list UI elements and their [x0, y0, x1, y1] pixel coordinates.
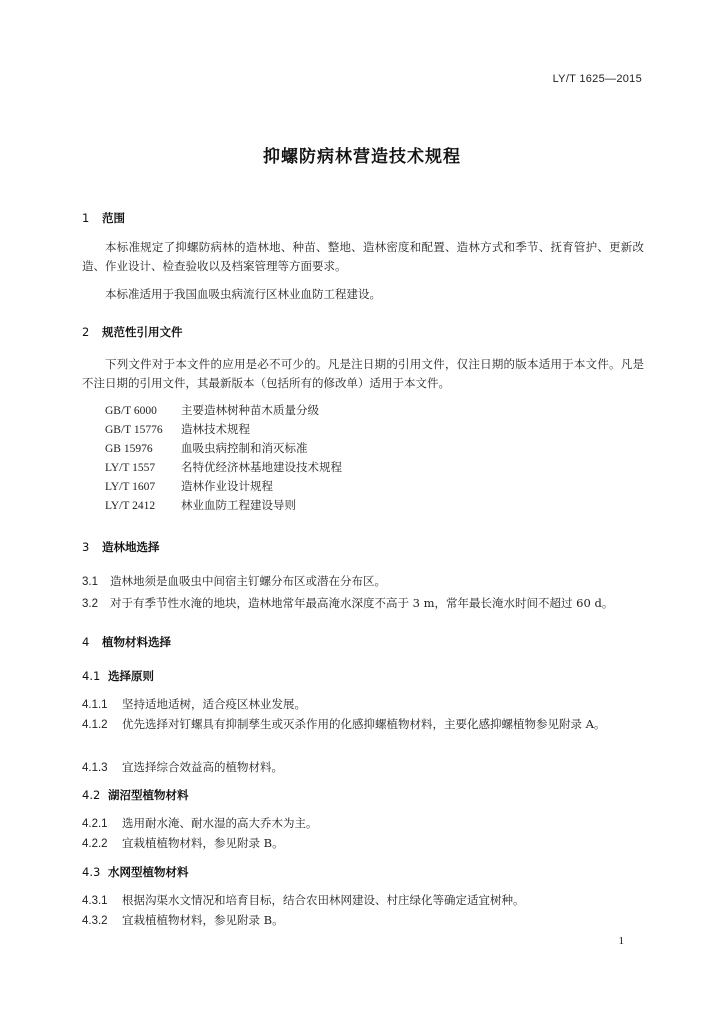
- subsection-4-2-heading: [82, 787, 189, 803]
- clause-4-2-2: [82, 833, 644, 854]
- clause-text: 选用耐水淹、耐水湿的高大乔木为主。: [122, 816, 318, 830]
- reference-title: 林业血防工程建设导则: [181, 498, 296, 512]
- clause-number: 4.2.2: [82, 838, 108, 850]
- clause-3-1: [82, 571, 644, 592]
- subsection-number: 4.2: [82, 788, 101, 802]
- section-title: 规范性引用文件: [102, 325, 183, 339]
- clause-number: 4.1.3: [82, 762, 108, 774]
- subsection-title: 湖沼型植物材料: [108, 788, 189, 802]
- section-1-heading: [82, 210, 125, 226]
- subsection-number: 4.3: [82, 865, 101, 879]
- clause-4-3-2: [82, 910, 644, 931]
- reference-title: 血吸虫病控制和消灭标准: [181, 441, 308, 455]
- reference-title: 造林技术规程: [181, 422, 250, 436]
- clause-number: 4.3.2: [82, 915, 108, 927]
- normative-reference: [105, 440, 308, 456]
- section-number: 1: [82, 211, 90, 225]
- reference-title: 主要造林树种苗木质量分级: [181, 403, 319, 417]
- reference-title: 造林作业设计规程: [181, 479, 273, 493]
- section-title: 范围: [102, 211, 125, 225]
- subsection-4-3-heading: [82, 864, 189, 880]
- clause-number: 3.1: [82, 576, 98, 588]
- clause-text: 对于有季节性水淹的地块，造林地常年最高淹水深度不高于 3 m，常年最长淹水时间不超过 60 d。: [110, 596, 614, 610]
- clause-4-2-1: [82, 813, 644, 834]
- section-1-paragraph-2: 本标准适用于我国血吸虫病流行区林业血防工程建设。: [105, 287, 381, 301]
- section-4-heading: [82, 634, 171, 650]
- section-1-paragraph-1: 本标准规定了抑螺防病林的造林地、种苗、整地、造林密度和配置、造林方式和季节、抚育管护、更新改造、作业设计、检查验收以及档案管理等方面要求。: [82, 240, 644, 273]
- normative-reference: [105, 497, 296, 513]
- clause-number: 4.1.2: [82, 719, 108, 731]
- clause-4-1-3: [82, 757, 644, 778]
- page-number: 1: [618, 935, 624, 947]
- clause-4-1-1: [82, 694, 644, 715]
- normative-reference: [105, 459, 342, 475]
- section-number: 2: [82, 325, 90, 339]
- clause-number: 4.1.1: [82, 699, 108, 711]
- section-title: 造林地选择: [102, 540, 160, 554]
- subsection-4-1-heading: [82, 668, 154, 684]
- clause-text: 根据沟渠水文情况和培育目标，结合农田林网建设、村庄绿化等确定适宜树种。: [122, 893, 525, 907]
- clause-text: 坚持适地适树，适合疫区林业发展。: [122, 697, 306, 711]
- section-number: 4: [82, 635, 90, 649]
- clause-number: 4.3.1: [82, 895, 108, 907]
- section-3-heading: [82, 539, 160, 555]
- reference-title: 名特优经济林基地建设技术规程: [181, 460, 342, 474]
- clause-number: 4.2.1: [82, 818, 108, 830]
- subsection-title: 水网型植物材料: [108, 865, 189, 879]
- clause-text: 优先选择对钉螺具有抑制孳生或灭杀作用的化感抑螺植物材料，主要化感抑螺植物参见附录 A。: [122, 717, 606, 731]
- reference-code: LY/T 2412: [105, 500, 156, 512]
- standard-number: LY/T 1625—2015: [552, 73, 642, 85]
- clause-text: 造林地须是血吸虫中间宿主钉螺分布区或潜在分布区。: [110, 574, 386, 588]
- section-2-heading: [82, 324, 183, 340]
- clause-4-1-2: [82, 714, 644, 735]
- section-number: 3: [82, 540, 90, 554]
- normative-reference: [105, 421, 250, 437]
- reference-code: GB 15976: [105, 443, 153, 455]
- section-2-paragraph: 下列文件对于本文件的应用是必不可少的。凡是注日期的引用文件，仅注日期的版本适用于本文件。凡是不注日期的引用文件，其最新版本（包括所有的修改单）适用于本文件。: [82, 357, 644, 390]
- reference-code: LY/T 1607: [105, 481, 156, 493]
- reference-code: GB/T 15776: [105, 424, 163, 436]
- normative-reference: [105, 478, 273, 494]
- clause-number: 3.2: [82, 598, 98, 610]
- clause-text: 宜栽植植物材料，参见附录 B。: [122, 836, 284, 850]
- normative-reference: [105, 402, 319, 418]
- clause-4-3-1: [82, 890, 644, 911]
- reference-code: LY/T 1557: [105, 462, 156, 474]
- document-title: 抑螺防病林营造技术规程: [263, 147, 461, 167]
- reference-code: GB/T 6000: [105, 405, 157, 417]
- clause-3-2: [82, 593, 644, 614]
- clause-text: 宜选择综合效益高的植物材料。: [122, 760, 283, 774]
- clause-text: 宜栽植植物材料，参见附录 B。: [122, 913, 284, 927]
- subsection-number: 4.1: [82, 669, 101, 683]
- subsection-title: 选择原则: [108, 669, 154, 683]
- section-title: 植物材料选择: [102, 635, 171, 649]
